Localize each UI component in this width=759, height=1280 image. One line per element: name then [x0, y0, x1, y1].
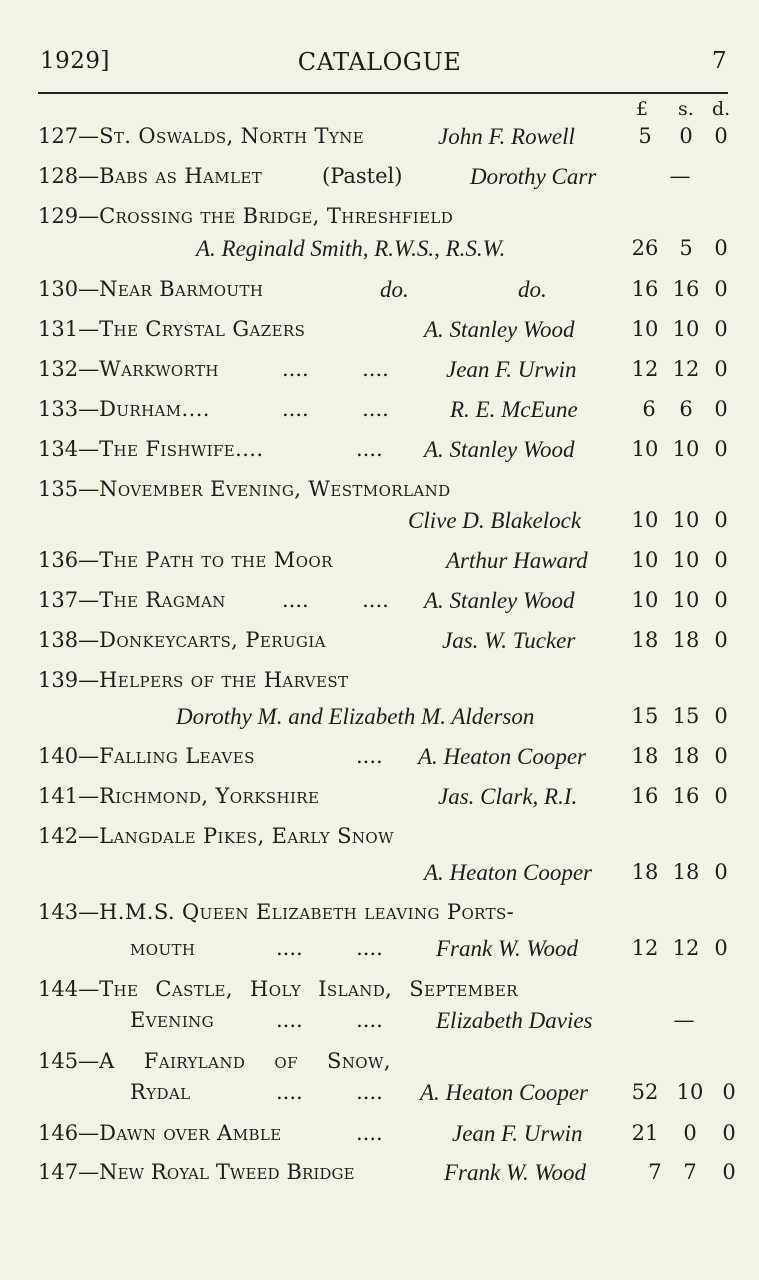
price-pence: 0 [714, 628, 728, 652]
entry-artist: Jean F. Urwin [452, 1121, 583, 1146]
entry-number: 133 [38, 397, 79, 421]
price-pence: 0 [714, 437, 728, 461]
entry-title: A Fairyland of Snow, [99, 1049, 391, 1073]
price-pounds: 10 [631, 508, 659, 532]
price-pence: 0 [722, 1160, 736, 1184]
entry-title: Durham.... [99, 397, 210, 421]
entry-number: 143 [38, 900, 79, 924]
entry-leader: .... [356, 1121, 383, 1145]
entry-number: 142 [38, 824, 79, 848]
list-item: 143—H.M.S. Queen Elizabeth leaving Ports- [38, 900, 515, 924]
entry-artist: A. Heaton Cooper [424, 860, 593, 885]
entry-title: Donkeycarts, Perugia [99, 628, 326, 652]
entry-number: 147 [38, 1160, 79, 1184]
price-pounds: 16 [631, 277, 659, 301]
price-pence: 0 [714, 588, 728, 612]
page-number: 7 [712, 48, 728, 74]
header-rule [38, 92, 728, 94]
price-shillings: 10 [672, 548, 700, 572]
entry-number: 144 [38, 977, 79, 1001]
entry-artist: A. Reginald Smith, R.W.S., R.S.W. [196, 236, 506, 261]
list-item: 146—Dawn over Amble .... Jean F. Urwin 21 0 0 [0, 1121, 759, 1153]
entry-title: Crossing the Bridge, Threshfield [99, 204, 454, 228]
price-pounds: 12 [631, 357, 659, 381]
entry-title: Near Barmouth [99, 277, 264, 301]
page-title: CATALOGUE [297, 48, 462, 76]
price-pence: 0 [714, 236, 728, 260]
price-pounds: 10 [631, 437, 659, 461]
entry-artist: Frank W. Wood [444, 1160, 587, 1185]
price-pence: 0 [714, 548, 728, 572]
price-shillings: 10 [676, 1080, 704, 1104]
entry-title: Dawn over Amble [99, 1121, 282, 1145]
entry-leader: .... [356, 437, 383, 461]
price-pence: 0 [722, 1121, 736, 1145]
entry-leader: .... [356, 744, 383, 768]
list-item: 132—Warkworth .... .... Jean F. Urwin 12 12 0 [0, 357, 759, 389]
entry-artist: Dorothy M. and Elizabeth M. Alderson [176, 704, 535, 729]
price-pounds: 10 [631, 317, 659, 341]
entry-leader: .... .... [282, 397, 389, 421]
price-shillings: 0 [683, 1121, 697, 1145]
list-item-continuation [0, 236, 759, 268]
entry-artist: Elizabeth Davies [436, 1008, 593, 1033]
price-shillings: 12 [672, 936, 700, 960]
entry-number: 127 [38, 124, 79, 148]
entry-number: 131 [38, 317, 79, 341]
list-item: 141—Richmond, Yorkshire Jas. Clark, R.I. 16 16 0 [0, 784, 759, 816]
price-shillings: 10 [672, 317, 700, 341]
price-pence: 0 [714, 124, 728, 148]
list-item: 144—The Castle, Holy Island, September [38, 977, 518, 1001]
entry-number: 136 [38, 548, 79, 572]
list-item: 130—Near Barmouth do. do. 16 16 0 [0, 277, 759, 309]
entry-leader: .... .... [282, 588, 389, 612]
entry-title: The Ragman [99, 588, 226, 612]
entry-artist: A. Stanley Wood [424, 437, 575, 462]
price-shillings: 18 [672, 744, 700, 768]
column-pence: d. [712, 98, 731, 120]
price-pounds: 10 [631, 548, 659, 572]
price-pence: 0 [714, 936, 728, 960]
list-item: 129—Crossing the Bridge, Threshfield [38, 204, 454, 228]
entry-artist: do. [380, 277, 409, 302]
entry-number: 128 [38, 164, 79, 188]
price-shillings: 10 [672, 508, 700, 532]
entry-artist: Jean F. Urwin [446, 357, 577, 382]
list-item: 133—Durham.... .... .... R. E. McEune 6 6 0 [0, 397, 759, 429]
entry-title: The Castle, Holy Island, September [99, 977, 518, 1001]
price-shillings: 0 [679, 124, 693, 148]
entry-artist: R. E. McEune [450, 397, 578, 422]
entry-leader: .... .... [276, 1080, 383, 1104]
price-shillings: 16 [672, 277, 700, 301]
list-item: 135—November Evening, Westmorland [38, 477, 451, 501]
column-pounds: £ [636, 98, 649, 120]
list-item: 134—The Fishwife.... .... A. Stanley Wood 10 10 0 [0, 437, 759, 469]
list-item: 145—A Fairyland of Snow, [38, 1049, 391, 1073]
entry-number: 146 [38, 1121, 79, 1145]
price-pounds: 7 [648, 1160, 662, 1184]
entry-leader: .... .... [276, 936, 383, 960]
entry-artist: A. Stanley Wood [424, 317, 575, 342]
price-pence: 0 [714, 397, 728, 421]
entry-artist-ditto: do. [518, 277, 547, 302]
entry-artist: Dorothy Carr [470, 164, 597, 189]
entry-number: 140 [38, 744, 79, 768]
price-shillings: 10 [672, 588, 700, 612]
list-item-continuation [0, 1008, 759, 1040]
entry-artist: Clive D. Blakelock [408, 508, 582, 533]
entry-title: H.M.S. Queen Elizabeth leaving Ports- [99, 900, 515, 924]
price-pence: 0 [714, 860, 728, 884]
entry-number: 129 [38, 204, 79, 228]
list-item-continuation [0, 860, 759, 892]
price-shillings: 18 [672, 860, 700, 884]
list-item-continuation [0, 1080, 759, 1112]
price-pounds: 10 [631, 588, 659, 612]
entry-artist: John F. Rowell [438, 124, 575, 149]
entry-title: The Crystal Gazers [99, 317, 306, 341]
price-pounds: 21 [631, 1121, 659, 1145]
entry-artist: Arthur Haward [446, 548, 588, 573]
list-item-continuation [0, 508, 759, 540]
entry-title: November Evening, Westmorland [99, 477, 451, 501]
entry-artist: Jas. W. Tucker [442, 628, 576, 653]
entry-number: 139 [38, 668, 79, 692]
header-year: 1929] [40, 48, 111, 74]
price-pounds: 16 [631, 784, 659, 808]
entry-number: 145 [38, 1049, 79, 1073]
price-pounds: 18 [631, 860, 659, 884]
price-pounds: 52 [631, 1080, 659, 1104]
entry-number: 135 [38, 477, 79, 501]
entry-title: The Fishwife.... [99, 437, 264, 461]
price-pence: 0 [722, 1080, 736, 1104]
entry-number: 138 [38, 628, 79, 652]
price-pounds: 15 [631, 704, 659, 728]
entry-title: Falling Leaves [99, 744, 255, 768]
price-pence: 0 [714, 317, 728, 341]
price-pence: 0 [714, 277, 728, 301]
price-pence: 0 [714, 704, 728, 728]
entry-title: The Path to the Moor [99, 548, 333, 572]
entry-title: New Royal Tweed Bridge [99, 1160, 355, 1184]
price-pounds: 26 [631, 236, 659, 260]
entry-artist: A. Heaton Cooper [418, 744, 587, 769]
column-shillings: s. [678, 98, 694, 120]
price-pounds: 18 [631, 628, 659, 652]
list-item: 137—The Ragman .... .... A. Stanley Wood 10 10 0 [0, 588, 759, 620]
list-item: 139—Helpers of the Harvest [38, 668, 349, 692]
price-shillings: 12 [672, 357, 700, 381]
list-item: 136—The Path to the Moor Arthur Haward 10 10 0 [0, 548, 759, 580]
entry-number: 134 [38, 437, 79, 461]
entry-title: Langdale Pikes, Early Snow [99, 824, 394, 848]
list-item-continuation [0, 704, 759, 736]
entry-number: 141 [38, 784, 79, 808]
list-item: 147—New Royal Tweed Bridge Frank W. Wood 7 7 0 [0, 1160, 759, 1192]
entry-artist: A. Heaton Cooper [420, 1080, 589, 1105]
price-shillings: 18 [672, 628, 700, 652]
entry-number: 130 [38, 277, 79, 301]
entry-title: Richmond, Yorkshire [99, 784, 320, 808]
price-pounds: 5 [638, 124, 652, 148]
price-shillings: 16 [672, 784, 700, 808]
price-shillings: 7 [683, 1160, 697, 1184]
price-shillings: 10 [672, 437, 700, 461]
entry-artist: Frank W. Wood [436, 936, 579, 961]
price-shillings: 6 [679, 397, 693, 421]
entry-title: Helpers of the Harvest [99, 668, 349, 692]
price-pounds: 6 [642, 397, 656, 421]
entry-medium: (Pastel) [322, 164, 403, 188]
entry-artist: A. Stanley Wood [424, 588, 575, 613]
price-shillings: 5 [679, 236, 693, 260]
entry-title: Warkworth [99, 357, 219, 381]
list-item: 138—Donkeycarts, Perugia Jas. W. Tucker 18 18 0 [0, 628, 759, 660]
price-pence: 0 [714, 744, 728, 768]
list-item: 128—Babs as Hamlet (Pastel) Dorothy Carr — [0, 164, 759, 196]
entry-artist: Jas. Clark, R.I. [438, 784, 578, 809]
list-item: 140—Falling Leaves .... A. Heaton Cooper 18 18 0 [0, 744, 759, 776]
list-item: 142—Langdale Pikes, Early Snow [38, 824, 394, 848]
entry-title-continued: Evening [130, 1008, 215, 1032]
entry-number: 137 [38, 588, 79, 612]
price-dash: — [669, 164, 691, 188]
entry-title: Babs as Hamlet [99, 164, 263, 188]
price-pounds: 18 [631, 744, 659, 768]
entry-leader: .... .... [276, 1008, 383, 1032]
entry-title: St. Oswalds, North Tyne [99, 124, 365, 148]
price-pence: 0 [714, 508, 728, 532]
entry-title-continued: Rydal [130, 1080, 191, 1104]
price-dash: — [673, 1008, 695, 1032]
list-item: 131—The Crystal Gazers A. Stanley Wood 10 10 0 [0, 317, 759, 349]
price-pence: 0 [714, 784, 728, 808]
entry-title-continued: mouth [130, 936, 196, 960]
list-item: 127—St. Oswalds, North Tyne John F. Rowell 5 0 0 [0, 124, 759, 156]
list-item-continuation [0, 936, 759, 968]
price-pence: 0 [714, 357, 728, 381]
entry-leader: .... .... [282, 357, 389, 381]
price-pounds: 12 [631, 936, 659, 960]
price-shillings: 15 [672, 704, 700, 728]
entry-number: 132 [38, 357, 79, 381]
